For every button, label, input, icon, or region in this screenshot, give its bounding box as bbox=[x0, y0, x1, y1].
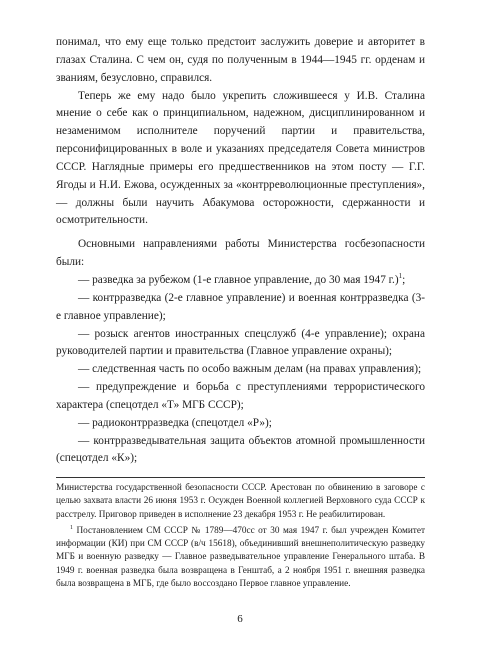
list-item-agent-search: — розыск агентов иностранных спецслужб (4-е управление); охрана руководителей партии и правительства (Главное управление охраны); bbox=[56, 327, 425, 358]
paragraph-directions-intro: Основными направлениями работы Министерства госбезопасности были: bbox=[56, 238, 425, 269]
footnote-separator bbox=[56, 477, 425, 478]
footnote-continuation: Министерства государственной безопасности СССР. Арестован по обвинению в заговоре с целью захвата власти 26 июня 1953 г. Осужден Военной коллегией Верховного суда СССР к расстрелу. Приговор приведен в исполнение 23 декабря 1953 г. Не реабилитирован. bbox=[56, 483, 425, 520]
list-item-radio-counterintelligence: — радиоконтрразведка (спецотдел «Р»); bbox=[78, 416, 272, 429]
paragraph-stalin-opinion: Теперь же ему надо было укрепить сложившееся у И.В. Сталина мнение о себе как о принципиальном, надежном, дисциплинированном и незаменимом исполнителе поручений партии и правительства, персонифицированных в воле и указаниях председателя Совета министров СССР. Наглядные примеры его предшественников на этом посту — Г.Г. Ягоды и Н.И. Ежова, осужденных за «контрреволюционные преступления», — должны были научить Абакумова осторожности, сдержанности и осмотрительности. bbox=[56, 89, 425, 227]
main-text bbox=[56, 34, 425, 468]
list-item-investigation: — следственная часть по особо важным делам (на правах управления); bbox=[78, 363, 422, 376]
page-number: 6 bbox=[237, 613, 243, 625]
footnote-1-mark: 1 bbox=[70, 524, 73, 531]
list-item-text: — разведка за рубежом (1-е главное управление, до 30 мая 1947 г.) bbox=[78, 273, 399, 286]
list-item-terrorism-prevention: — предупреждение и борьба с преступлениями террористического характера (спецотдел «Т» МГБ СССР); bbox=[56, 381, 425, 411]
list-item-counterintelligence: — контрразведка (2-е главное управление) и военная контрразведка (3-е главное управление); bbox=[56, 291, 425, 322]
list-item-end: ; bbox=[402, 273, 406, 286]
list-item-atomic-protection: — контрразведывательная защита объектов атомной промышленности (спецотдел «К»); bbox=[56, 434, 425, 465]
paragraph-continuation: понимал, что ему еще только предстоит заслужить доверие и авторитет в глазах Сталина. С чем он, судя по полученным в 1944—1945 гг. орденам и званиям, безусловно, справился. bbox=[56, 36, 425, 84]
footnote-ref-1[interactable]: 1 bbox=[398, 272, 403, 281]
list-item-foreign-intelligence bbox=[56, 272, 425, 290]
footnote-1 bbox=[56, 525, 425, 591]
footnote-1-text: Постановлением СМ СССР № 1789—470сс от 30 мая 1947 г. был учрежден Комитет информации (КИ) при СМ СССР (в/ч 15618), объединивший внешнеполитическую разведку МГБ и военную разведку — Главное разведывательное управление Генерального штаба. В 1949 г. военная разведка была возвращена в Генштаб, а 2 ноября 1951 г. внешняя разведка была возвращена в МГБ, где было воссоздано Первое главное управление. bbox=[56, 525, 425, 590]
footnotes bbox=[56, 482, 425, 591]
